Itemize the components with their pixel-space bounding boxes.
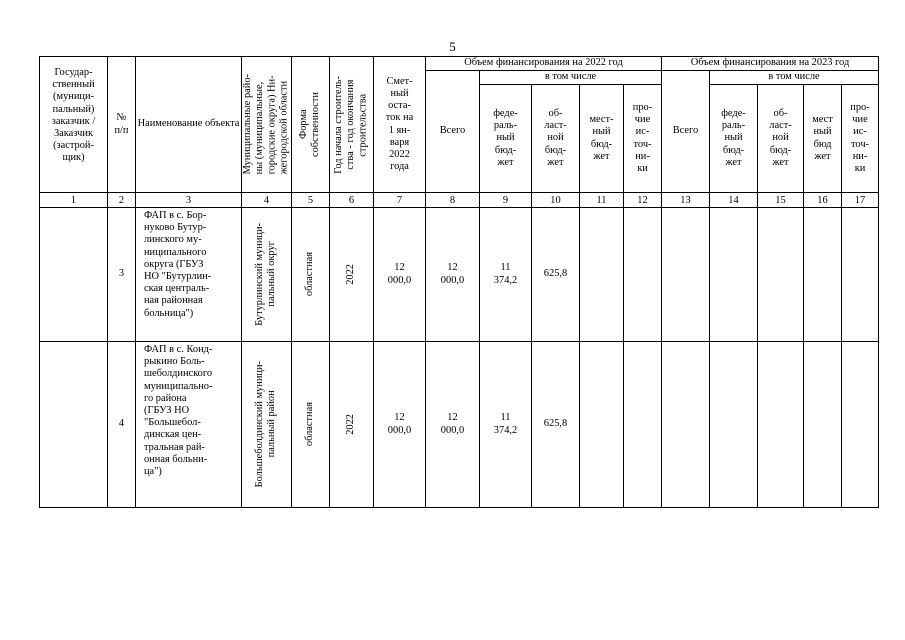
text-line: № [116, 112, 127, 124]
header-districts-line: ны (муниципальные, [254, 82, 266, 175]
column-number-cell: 8 [426, 193, 480, 208]
text-line: Государ- [54, 67, 93, 78]
row-district-line: пальный район [266, 390, 278, 458]
table-row [40, 342, 879, 508]
row-balance-line: 000,0 [387, 424, 412, 436]
text-line: жет [547, 156, 564, 168]
text-line: Смет- [386, 75, 413, 87]
column-number-cell: 16 [804, 193, 842, 208]
row-object-name-text [144, 344, 238, 478]
text-line: жет [814, 150, 831, 162]
row-balance-line: 000,0 [387, 274, 412, 286]
header-fin-2022: Объем финансирования на 2022 год [426, 57, 662, 71]
text-line: (ГБУЗ НО [144, 405, 190, 417]
row-years [330, 342, 374, 508]
row-district-line: пальный округ [266, 241, 278, 308]
header-balance-text [374, 76, 425, 174]
text-line: ной [772, 132, 789, 144]
row-federal-2023 [710, 208, 758, 342]
text-line: про- [632, 101, 653, 113]
text-line: чие [852, 114, 868, 126]
row-customer [40, 208, 108, 342]
text-line: ни- [852, 150, 868, 162]
text-line: линского му- [144, 234, 202, 246]
text-line: нуково Бутур- [144, 222, 207, 234]
header-districts-line: городские округа) Ни- [266, 75, 278, 175]
row-object-name [136, 208, 242, 342]
column-number-cell: 4 [242, 193, 292, 208]
text-line: ный [390, 87, 409, 99]
text-line: бюд [813, 138, 832, 150]
text-line: жет [497, 156, 514, 168]
header-local-2022-text [580, 114, 623, 163]
text-line: феде- [721, 107, 746, 119]
text-line: ный [592, 126, 611, 138]
column-number-row [40, 193, 879, 208]
row-number: 4 [108, 342, 136, 508]
row-local-2023 [804, 208, 842, 342]
row-years-text: 2022 [345, 264, 357, 285]
text-line: щик) [62, 152, 85, 164]
row-other-2022 [624, 208, 662, 342]
row-object-name-text [144, 210, 238, 320]
text-line: ток на [385, 112, 414, 124]
header-ownership-line: Форма [298, 109, 310, 140]
text-line: феде- [493, 107, 518, 119]
column-number-cell: 9 [480, 193, 532, 208]
column-number-cell: 14 [710, 193, 758, 208]
row-federal-line: 11 [500, 412, 511, 424]
text-line: ная районная [144, 295, 203, 307]
header-federal-2023-text [710, 108, 757, 169]
text-line: тральная рай- [144, 441, 205, 453]
row-balance [374, 208, 426, 342]
row-local-2022 [580, 208, 624, 342]
header-incl-2023: в том числе [710, 71, 879, 85]
row-number: 3 [108, 208, 136, 342]
header-balance [374, 57, 426, 193]
column-number-cell: 3 [136, 193, 242, 208]
header-other-2022 [624, 85, 662, 193]
row-local-2023 [804, 342, 842, 508]
text-line: онная больни- [144, 453, 208, 465]
text-line: ис- [635, 126, 650, 138]
text-line: чие [634, 114, 651, 126]
header-federal-2023 [710, 85, 758, 193]
text-line: ская централь- [144, 283, 210, 295]
text-line: об- [548, 107, 563, 119]
header-regional-2022-text [532, 108, 579, 169]
row-total-2023 [662, 208, 710, 342]
row-total-2022 [426, 342, 480, 508]
row-ownership [292, 342, 330, 508]
text-line: шеболдинского [144, 368, 213, 380]
text-line: бюд- [769, 144, 792, 156]
text-line: пальный) [52, 103, 95, 115]
header-districts-line: Муниципальные райо- [242, 74, 254, 175]
row-total-2022 [426, 208, 480, 342]
row-local-2022 [580, 342, 624, 508]
header-districts [242, 57, 292, 193]
text-line: ственный [52, 79, 95, 91]
text-line: ки [854, 162, 866, 174]
text-line: жет [593, 150, 610, 162]
header-number [108, 57, 136, 193]
column-number-cell: 10 [532, 193, 580, 208]
header-total-2023: Всего [662, 71, 710, 193]
row-other-2023 [842, 342, 879, 508]
header-federal-2022 [480, 85, 532, 193]
row-total-line: 000,0 [440, 274, 465, 286]
text-line: про- [850, 101, 870, 113]
text-line: ФАП в с. Конд- [144, 344, 213, 355]
text-line: варя [389, 136, 410, 148]
column-number-cell: 17 [842, 193, 879, 208]
header-incl-2022: в том числе [480, 71, 662, 85]
row-regional-2023 [758, 208, 804, 342]
header-regional-2023-text [758, 108, 803, 169]
text-line: об- [773, 107, 788, 119]
row-balance [374, 342, 426, 508]
text-line: раль- [721, 120, 746, 132]
header-years-line: ства - год окончания [345, 79, 357, 170]
table-row [40, 208, 879, 342]
row-total-line: 12 [447, 262, 458, 274]
row-total-line: 000,0 [440, 424, 465, 436]
header-number-text [108, 112, 135, 136]
column-number-cell: 1 [40, 193, 108, 208]
text-line: раль- [493, 120, 518, 132]
column-number-cell: 12 [624, 193, 662, 208]
text-line: муниципально- [144, 380, 213, 392]
row-regional-2023 [758, 342, 804, 508]
text-line: 1 ян- [388, 124, 411, 136]
row-federal-line: 374,2 [493, 274, 518, 286]
header-other-2023 [842, 85, 879, 193]
text-line: года [390, 161, 409, 173]
text-line: больница") [144, 307, 194, 319]
row-ownership-text: областная [304, 402, 316, 447]
row-district-line: Бутурлинский муници- [254, 223, 266, 326]
row-federal-2022 [480, 208, 532, 342]
text-line: мест [812, 114, 833, 126]
row-total-2023 [662, 342, 710, 508]
header-local-2022 [580, 85, 624, 193]
row-federal-line: 374,2 [493, 424, 518, 436]
row-federal-2022 [480, 342, 532, 508]
row-other-2023 [842, 208, 879, 342]
text-line: рыкино Боль- [144, 356, 205, 368]
text-line: ФАП в с. Бор- [144, 210, 207, 221]
text-line: п/п [114, 124, 129, 136]
text-line: бюд- [544, 144, 567, 156]
row-district [242, 208, 292, 342]
header-fin-2023: Объем финансирования на 2023 год [662, 57, 879, 71]
text-line: мест- [589, 114, 614, 126]
text-line: го района [144, 392, 187, 404]
header-customer [40, 57, 108, 193]
column-number-cell: 6 [330, 193, 374, 208]
text-line: ной [547, 132, 564, 144]
column-number-cell: 7 [374, 193, 426, 208]
text-line: округа (ГБУЗ [144, 258, 204, 270]
text-line: ни- [635, 150, 650, 162]
row-federal-line: 11 [500, 262, 511, 274]
row-balance-line: 12 [394, 412, 405, 424]
text-line: ца") [144, 466, 162, 478]
text-line: оста- [388, 100, 411, 112]
text-line: Заказчик [53, 128, 94, 140]
row-years-text: 2022 [345, 414, 357, 435]
row-ownership [292, 208, 330, 342]
row-customer [40, 342, 108, 508]
text-line: ный [496, 132, 515, 144]
text-line: бюд- [590, 138, 613, 150]
header-regional-2023 [758, 85, 804, 193]
header-ownership [292, 57, 330, 193]
text-line: 2022 [389, 148, 410, 160]
row-total-line: 12 [447, 412, 458, 424]
text-line: ный [813, 126, 832, 138]
header-districts-line: жегородской области [278, 81, 290, 175]
row-regional-2022: 625,8 [532, 208, 580, 342]
text-line: динская цен- [144, 429, 202, 441]
header-total-2022: Всего [426, 71, 480, 193]
text-line: ниципального [144, 246, 207, 258]
header-local-2023 [804, 85, 842, 193]
column-number-cell: 2 [108, 193, 136, 208]
column-number-cell: 15 [758, 193, 804, 208]
text-line: ис- [853, 126, 867, 138]
column-number-cell: 5 [292, 193, 330, 208]
financing-table [39, 56, 879, 508]
row-object-name [136, 342, 242, 508]
row-balance-line: 12 [394, 262, 405, 274]
text-line: заказчик / [51, 115, 96, 127]
text-line: (муници- [53, 91, 94, 103]
row-regional-2022: 625,8 [532, 342, 580, 508]
row-district [242, 342, 292, 508]
header-regional-2022 [532, 85, 580, 193]
text-line: жет [772, 156, 789, 168]
row-ownership-text: областная [304, 252, 316, 297]
header-years-line: строительства [357, 93, 369, 156]
text-line: (застрой- [53, 140, 94, 152]
page-number: 5 [449, 39, 456, 54]
text-line: НО "Бутурлин- [144, 271, 212, 283]
text-line: "Большебол- [144, 417, 201, 429]
row-district-line: Большеболдинский муници- [254, 361, 266, 488]
header-years [330, 57, 374, 193]
header-ownership-line: собственности [310, 92, 322, 157]
text-line: точ- [850, 138, 870, 150]
text-line: жет [725, 156, 742, 168]
row-years [330, 208, 374, 342]
header-object-name: Наименование объекта [136, 57, 242, 193]
text-line: ласт- [544, 120, 567, 132]
header-other-2023-text [842, 102, 878, 175]
text-line: ный [724, 132, 743, 144]
text-line: ки [637, 162, 648, 174]
header-local-2023-text [804, 114, 841, 163]
header-customer-text [40, 67, 107, 165]
row-federal-2023 [710, 342, 758, 508]
header-years-line: Год начала строитель- [333, 75, 345, 174]
column-number-cell: 13 [662, 193, 710, 208]
text-line: ласт- [769, 120, 792, 132]
header-federal-2022-text [480, 108, 531, 169]
text-line: бюд- [494, 144, 517, 156]
header-other-2022-text [624, 102, 661, 175]
text-line: точ- [633, 138, 652, 150]
column-number-cell: 11 [580, 193, 624, 208]
row-other-2022 [624, 342, 662, 508]
text-line: бюд- [722, 144, 745, 156]
